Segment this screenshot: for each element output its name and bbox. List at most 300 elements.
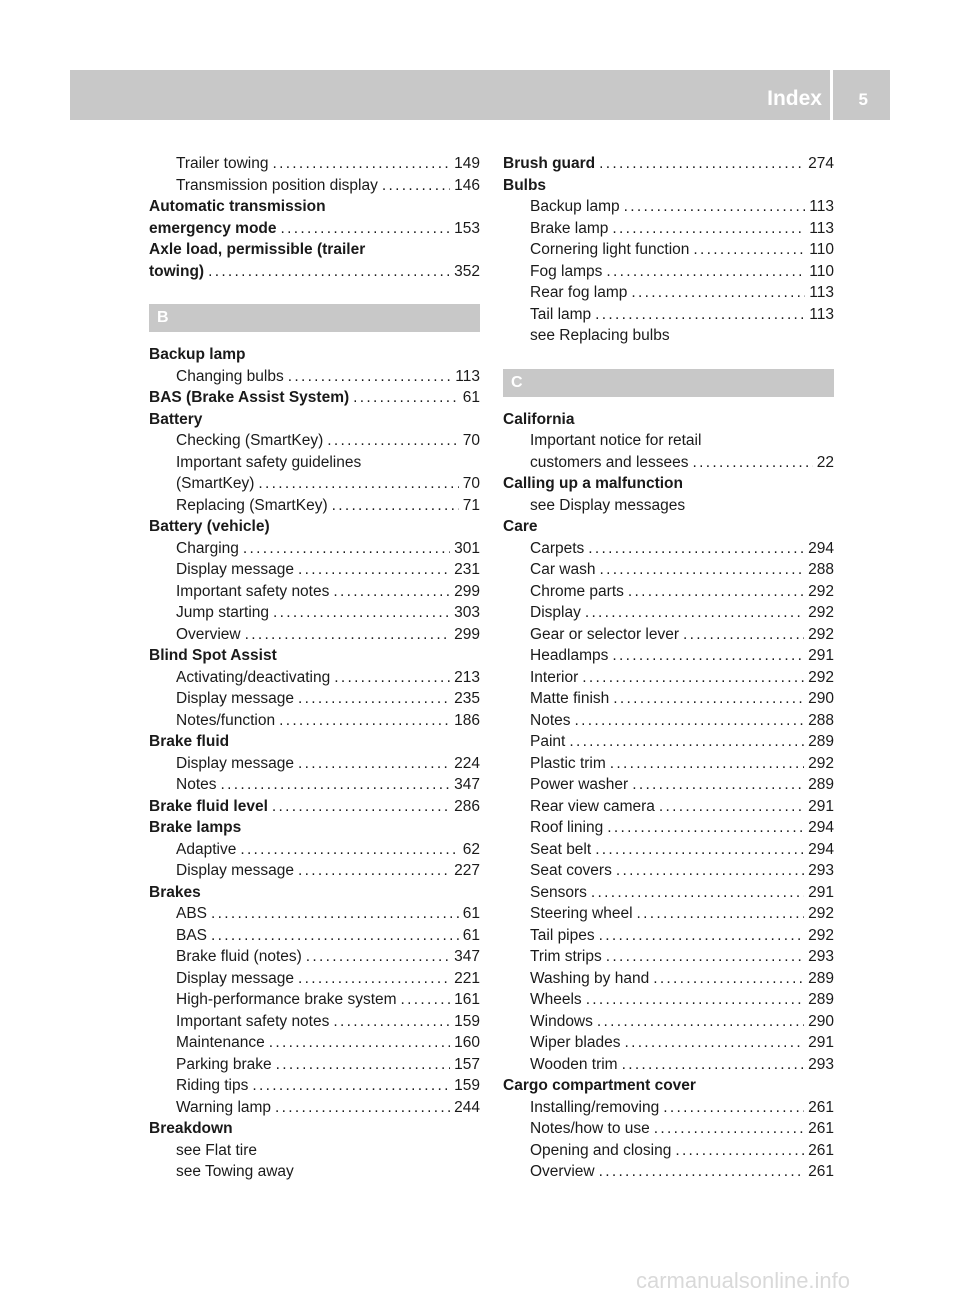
entry-text: Installing/removing [530,1098,660,1116]
index-entry [149,1118,480,1140]
page-reference[interactable]: 294 [808,819,834,836]
entry-text: Display message [176,754,295,772]
section-header: C [503,369,834,397]
entry-text: Paint [530,733,566,750]
dot-leader [599,925,805,947]
entry-text: see Replacing bulbs [530,327,670,344]
entry-text: Power washer [530,776,629,793]
dot-leader [653,968,804,990]
index-entry [149,387,480,409]
index-subentry [503,1161,834,1183]
dot-leader [298,688,450,710]
page-reference[interactable]: 113 [809,284,834,301]
index-subentry [503,946,834,968]
index-entry [149,817,480,839]
index-subentry [149,559,480,581]
dot-leader [582,667,804,689]
page-reference[interactable]: 293 [808,862,834,879]
index-subentry [503,1118,834,1140]
index-subentry [149,1075,480,1097]
index-subentry [503,796,834,818]
entry-text: Seat belt [530,840,592,858]
entry-text: Blind Spot Assist [149,647,277,664]
dot-leader [624,1032,804,1054]
dot-leader [659,796,804,818]
page-reference[interactable]: 113 [809,219,834,237]
dot-leader [610,753,804,775]
section-header: B [149,304,480,332]
entry-text: Display [530,604,581,621]
index-entry [149,882,480,904]
page-reference[interactable]: 290 [808,690,834,707]
dot-leader [240,839,458,861]
dot-leader [298,860,450,882]
entry-text: Rear view camera [530,797,655,815]
page-reference[interactable]: 61 [462,389,480,406]
index-subentry [149,153,480,175]
dot-leader [269,1032,450,1054]
entry-text: Important safety guidelines [176,453,362,471]
index-subentry [503,989,834,1011]
entry-text: Wiper blades [530,1034,621,1051]
page-reference[interactable]: 186 [454,711,480,729]
index-subentry [503,688,834,710]
entry-text: Cornering light function [530,241,690,258]
dot-leader [597,1011,804,1033]
dot-leader [675,1140,804,1162]
entry-text: Notes [176,776,217,793]
index-subentry [503,261,834,283]
dot-leader [252,1075,450,1097]
entry-text: BAS [176,926,208,944]
watermark: carmanualsonline.info [636,1268,851,1293]
entry-text: emergency mode [149,219,277,237]
entry-text: Trailer towing [176,155,269,172]
page-reference[interactable]: 62 [462,840,480,858]
dot-leader [334,667,450,689]
entry-text: Transmission position display [176,176,378,194]
index-subentry [149,989,480,1011]
entry-text: Display message [176,561,295,578]
dot-leader [612,218,805,240]
index-entry [503,516,834,538]
index-subentry [149,538,480,560]
index-subentry [149,1011,480,1033]
index-subentry [503,196,834,218]
page-reference[interactable]: 113 [809,198,834,215]
page-reference[interactable]: 286 [454,797,480,815]
page-reference[interactable]: 292 [808,604,834,621]
entry-text: Notes/how to use [530,1120,650,1137]
page-reference[interactable]: 113 [455,367,480,385]
index-subentry [503,710,834,732]
dot-leader [585,602,804,624]
entry-text: Trim strips [530,948,602,965]
entry-text: Carpets [530,539,585,557]
page-reference[interactable]: 347 [454,776,480,793]
page-reference[interactable]: 231 [454,561,480,578]
page-reference[interactable]: 244 [454,1098,480,1116]
dot-leader [272,153,450,175]
dot-leader [306,946,450,968]
entry-text: Overview [530,1163,595,1180]
entry-text: Important notice for retail [530,432,702,449]
dot-leader [211,903,459,925]
index-entry [149,261,480,283]
page-reference[interactable]: 292 [808,625,834,643]
index-column-right [503,153,834,1183]
entry-text: Checking (SmartKey) [176,432,324,449]
dot-leader [637,903,805,925]
page-reference[interactable]: 352 [454,262,480,280]
dot-leader [586,989,804,1011]
index-subentry [149,366,480,388]
page-reference[interactable]: 110 [809,241,834,258]
index-entry [503,153,834,175]
dot-leader [612,645,804,667]
index-entry [149,409,480,431]
entry-text: see Flat tire [176,1141,257,1159]
page-reference[interactable]: 294 [808,840,834,858]
page-reference[interactable]: 70 [462,432,480,449]
entry-text: Breakdown [149,1120,233,1137]
dot-leader [606,261,805,283]
index-subentry [503,817,834,839]
page-reference[interactable]: 224 [454,754,480,772]
entry-text: BAS (Brake Assist System) [149,389,350,406]
page-reference[interactable]: 299 [454,582,480,600]
page-reference[interactable]: 293 [808,948,834,965]
index-subentry [149,602,480,624]
header-divider [830,70,833,120]
page-reference[interactable]: 288 [808,561,834,578]
index-subentry [149,860,480,882]
entry-text: Battery (vehicle) [149,518,270,535]
index-subentry [149,1097,480,1119]
entry-text: Wheels [530,991,582,1008]
entry-text: Brake fluid level [149,797,268,815]
index-subentry [503,430,834,452]
entry-text: Replacing (SmartKey) [176,496,328,514]
index-subentry [149,1032,480,1054]
page-reference[interactable]: 347 [454,948,480,965]
dot-leader [606,946,804,968]
entry-text: towing) [149,262,205,280]
index-subentry [149,452,480,474]
page-reference[interactable]: 289 [808,969,834,987]
dot-leader [599,153,804,175]
page-reference[interactable]: 160 [454,1034,480,1051]
entry-text: Brake lamp [530,219,609,237]
entry-text: (SmartKey) [176,475,255,492]
index-entry [149,796,480,818]
page-reference[interactable]: 213 [454,668,480,686]
page-reference[interactable]: 161 [454,991,480,1008]
entry-text: Display message [176,862,295,879]
entry-text: High-performance brake system [176,991,397,1008]
index-entry [503,473,834,495]
entry-text: Washing by hand [530,969,650,987]
header-title: Index [767,87,822,110]
index-subentry [503,1032,834,1054]
index-subentry [503,839,834,861]
index-subentry [503,325,834,347]
entry-text: Riding tips [176,1077,249,1094]
dot-leader [272,796,450,818]
dot-leader [654,1118,804,1140]
entry-text: Wooden trim [530,1055,618,1073]
entry-text: Tail pipes [530,926,595,944]
index-subentry [149,946,480,968]
entry-text: Brush guard [503,155,596,172]
entry-text: Brake lamps [149,819,242,836]
index-subentry [503,903,834,925]
dot-leader [693,452,813,474]
index-subentry [149,624,480,646]
index-subentry [503,538,834,560]
page-reference[interactable]: 294 [808,539,834,557]
entry-text: Care [503,518,538,535]
entry-text: see Display messages [530,496,686,514]
dot-leader [616,860,804,882]
index-subentry [149,495,480,517]
dot-leader [693,239,805,261]
page-reference[interactable]: 22 [816,453,834,471]
dot-leader [258,473,458,495]
page-reference[interactable]: 146 [454,176,480,194]
page-reference[interactable]: 227 [454,862,480,879]
dot-leader [211,925,459,947]
page-reference[interactable]: 70 [462,475,480,492]
dot-leader [275,1097,450,1119]
entry-text: Brake fluid [149,733,230,750]
dot-leader [628,581,804,603]
dot-leader [208,261,450,283]
dot-leader [298,753,450,775]
dot-leader [683,624,804,646]
dot-leader [279,710,450,732]
dot-leader [632,774,804,796]
index-subentry [503,774,834,796]
dot-leader [273,602,450,624]
entry-text: Warning lamp [176,1098,272,1116]
page-reference[interactable]: 235 [454,690,480,707]
entry-text: Chrome parts [530,582,624,600]
page-reference[interactable]: 261 [808,1163,834,1180]
dot-leader [607,817,804,839]
page-reference[interactable]: 289 [808,733,834,750]
page-reference[interactable]: 291 [808,1034,834,1051]
page-reference[interactable]: 299 [454,625,480,643]
index-entry [149,239,480,261]
dot-leader [327,430,458,452]
page-reference[interactable]: 291 [808,883,834,901]
dot-leader [245,624,451,646]
entry-text: Battery [149,410,203,428]
dot-leader [401,989,451,1011]
entry-text: Sensors [530,883,587,901]
dot-leader [298,968,450,990]
page-reference[interactable]: 61 [462,905,480,922]
index-subentry [149,473,480,495]
entry-text: Seat covers [530,862,612,879]
entry-text: Matte finish [530,690,610,707]
page-reference[interactable]: 291 [808,647,834,664]
page-reference[interactable]: 292 [808,926,834,944]
index-subentry [149,1140,480,1162]
dot-leader [382,175,450,197]
page-reference[interactable]: 261 [808,1098,834,1116]
page-reference[interactable]: 153 [454,219,480,237]
dot-leader [595,839,804,861]
index-subentry [149,175,480,197]
index-subentry [149,1054,480,1076]
index-entry [149,516,480,538]
page-reference[interactable]: 290 [808,1012,834,1030]
page-reference[interactable]: 159 [454,1077,480,1094]
index-entry [503,409,834,431]
entry-text: Backup lamp [149,346,246,363]
entry-text: Automatic transmission [149,198,326,215]
page-reference[interactable]: 221 [454,969,480,987]
index-entry [149,344,480,366]
index-subentry [503,624,834,646]
index-entry [149,196,480,218]
entry-text: Tail lamp [530,305,592,323]
page-reference[interactable]: 261 [808,1141,834,1159]
dot-leader [243,538,450,560]
dot-leader [353,387,459,409]
index-subentry [503,925,834,947]
index-subentry [149,925,480,947]
index-subentry [503,645,834,667]
entry-text: ABS [176,905,208,922]
index-subentry [503,1054,834,1076]
page-reference[interactable]: 157 [454,1055,480,1073]
dot-leader [595,304,805,326]
index-subentry [503,968,834,990]
entry-text: Charging [176,539,239,557]
entry-text: Changing bulbs [176,367,284,385]
dot-leader [332,495,459,517]
entry-text: Bulbs [503,176,547,194]
index-subentry [503,602,834,624]
page-number: 5 [858,90,868,109]
index-subentry [149,903,480,925]
index-column-left [149,153,480,1183]
dot-leader [221,774,451,796]
page-reference[interactable]: 292 [808,668,834,686]
index-entry [149,645,480,667]
dot-leader [288,366,452,388]
page-reference[interactable]: 113 [809,305,834,323]
page-reference[interactable]: 159 [454,1012,480,1030]
dot-leader [599,559,804,581]
entry-text: Roof lining [530,819,604,836]
index-subentry [503,239,834,261]
page-reference[interactable]: 274 [808,155,834,172]
page-reference[interactable]: 71 [462,496,480,514]
entry-text: California [503,410,575,428]
index-subentry [149,1161,480,1183]
page-reference[interactable]: 288 [808,711,834,729]
index-subentry [503,731,834,753]
page-reference[interactable]: 301 [454,539,480,557]
entry-text: Opening and closing [530,1141,672,1159]
dot-leader [631,282,805,304]
entry-text: Gear or selector lever [530,625,680,643]
index-entry [149,731,480,753]
index-subentry [503,1140,834,1162]
page-reference[interactable]: 303 [454,604,480,621]
entry-text: Windows [530,1012,593,1030]
index-subentry [149,430,480,452]
entry-text: Important safety notes [176,582,330,600]
dot-leader [569,731,804,753]
index-subentry [149,710,480,732]
entry-text: Brake fluid (notes) [176,948,302,965]
page-reference[interactable]: 292 [808,905,834,922]
entry-text: Axle load, permissible (trailer [149,241,366,258]
entry-text: Parking brake [176,1055,272,1073]
entry-text: Maintenance [176,1034,265,1051]
entry-text: Notes [530,711,571,729]
dot-leader [588,538,804,560]
dot-leader [663,1097,804,1119]
index-subentry [149,688,480,710]
page-reference[interactable]: 289 [808,776,834,793]
entry-text: Backup lamp [530,198,620,215]
entry-text: Display message [176,690,295,707]
dot-leader [333,1011,450,1033]
index-subentry [503,282,834,304]
page-reference[interactable]: 289 [808,991,834,1008]
page-reference[interactable]: 292 [808,754,834,772]
index-subentry [503,860,834,882]
entry-text: Steering wheel [530,905,633,922]
dot-leader [613,688,804,710]
entry-text: Important safety notes [176,1012,330,1030]
page-reference[interactable]: 61 [462,926,480,944]
index-subentry [503,495,834,517]
entry-text: Notes/function [176,711,276,729]
index-subentry [503,1097,834,1119]
entry-text: Overview [176,625,241,643]
dot-leader [624,196,806,218]
dot-leader [622,1054,805,1076]
page-reference[interactable]: 291 [808,797,834,815]
index-subentry [149,581,480,603]
entry-text: Fog lamps [530,262,603,280]
index-subentry [503,559,834,581]
page-reference[interactable]: 110 [809,262,834,280]
index-subentry [503,1011,834,1033]
page-reference[interactable]: 261 [808,1120,834,1137]
index-subentry [503,753,834,775]
index-entry [503,1075,834,1097]
page-reference[interactable]: 149 [454,155,480,172]
page-reference[interactable]: 293 [808,1055,834,1073]
entry-text: see Towing away [176,1163,294,1180]
page-reference[interactable]: 292 [808,582,834,600]
index-subentry [503,667,834,689]
entry-text: Adaptive [176,840,237,858]
index-subentry [149,667,480,689]
dot-leader [298,559,450,581]
index-subentry [149,774,480,796]
index-subentry [503,218,834,240]
dot-leader [599,1161,805,1183]
